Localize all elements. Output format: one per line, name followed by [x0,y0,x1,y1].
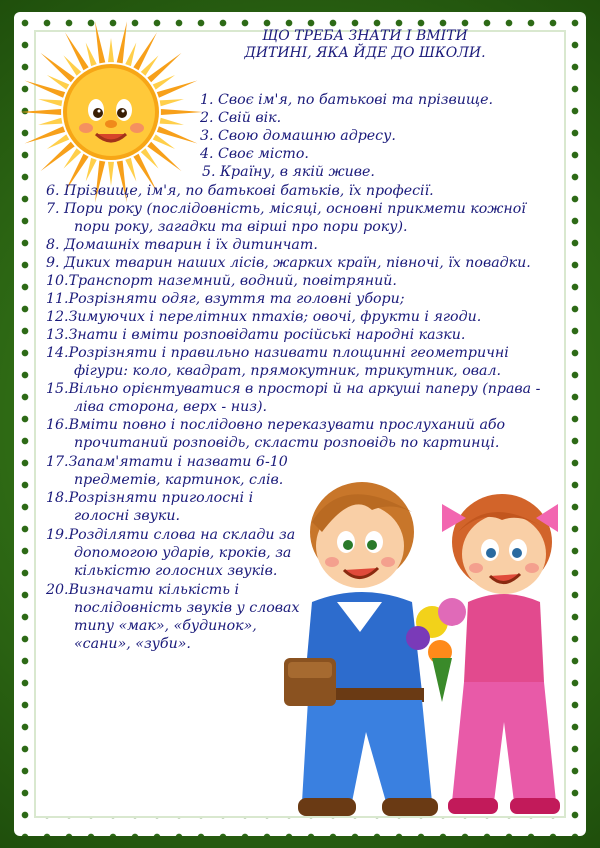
list-item: 15.Вільно орієнтуватися в просторі й на аркуші паперу (права - [46,381,541,397]
list-item: 20.Визначати кількість і [46,582,239,598]
list-item: фігури: коло, квадрат, прямокутник, трикутник, овал. [74,363,502,379]
list-item: 9. Диких тварин наших лісів, жарких країн, півночі, їх повадки. [46,255,531,271]
page-title [200,28,530,62]
list-item: «сани», «зуби». [74,636,191,652]
title-line-1: ЩО ТРЕБА ЗНАТИ І ВМІТИ [262,28,468,44]
sun-ray [160,99,184,106]
list-item: 4. Своє місто. [200,146,309,162]
sun-ray [41,142,75,171]
list-item: 17.Запам'ятати і назвати 6-10 [46,454,288,470]
sun-icon [16,20,216,210]
list-item: голосні звуки. [74,508,180,524]
kids-icon [282,462,582,832]
sun-ray [95,21,105,63]
list-item: 18.Розрізняти приголосні і [46,490,254,506]
sun-ray [38,99,62,106]
list-item: типу «мак», «будинок», [74,618,257,634]
sun-ray [161,109,203,115]
sun-ray [147,142,181,171]
list-item: 10.Транспорт наземний, водний, повітряний. [46,273,397,289]
sun-ray [117,21,127,63]
sun-ray [125,42,136,66]
list-item: 3. Свою домашню адресу. [200,128,396,144]
sun-ray [108,38,114,62]
sun-ray [19,109,61,115]
list-item: 14.Розрізняти і правильно називати площинні геометричні [46,345,509,361]
list-item: пори року, загадки та вірші про пори року). [74,219,408,235]
list-item: ліва сторона, верх - низ). [74,399,267,415]
title-line-2: ДИТИНІ, ЯКА ЙДЕ ДО ШКОЛИ. [244,45,486,61]
list-item: 13.Знати і вміти розповідати російські народні казки. [46,327,466,343]
sun-ray [65,32,89,70]
sun-ray [125,158,136,182]
sun-ray [133,32,157,70]
list-item: 12.Зимуючих і перелітних птахів; овочі, фрукти і ягоди. [46,309,482,325]
list-item: 5. Країну, в якій живе. [202,164,375,180]
list-item: 7. Пори року (послідовність, місяці, основні прикмети кожної [46,201,526,217]
list-item: предметів, картинок, слів. [74,472,284,488]
list-item: послідовність звуків у словах [74,600,300,616]
list-item: 2. Свій вік. [200,110,282,126]
list-item: прочитаний розповідь, скласти розповідь по картинці. [74,435,500,451]
list-item: 6. Прізвище, ім'я, по батькові батьків, їх професії. [46,183,434,199]
sun-ray [86,42,97,66]
sun-ray [38,118,62,125]
sun-ray [160,118,184,125]
list-item: 11.Розрізняти одяг, взуття та головні убори; [46,291,405,307]
list-item: 1. Своє ім'я, по батькові та прізвище. [200,92,493,108]
list-item: допомогою ударів, кроків, за [74,545,292,561]
sun-ray [147,53,181,82]
list-item: кількістю голосних звуків. [74,563,278,579]
sun-ray [41,53,75,82]
list-item: 8. Домашніх тварин і їх дитинчат. [46,237,318,253]
list-item: 16.Вміти повно і послідовно переказувати прослуханий або [46,417,506,433]
sun-ray [86,158,97,182]
list-item: 19.Розділяти слова на склади за [46,527,296,543]
